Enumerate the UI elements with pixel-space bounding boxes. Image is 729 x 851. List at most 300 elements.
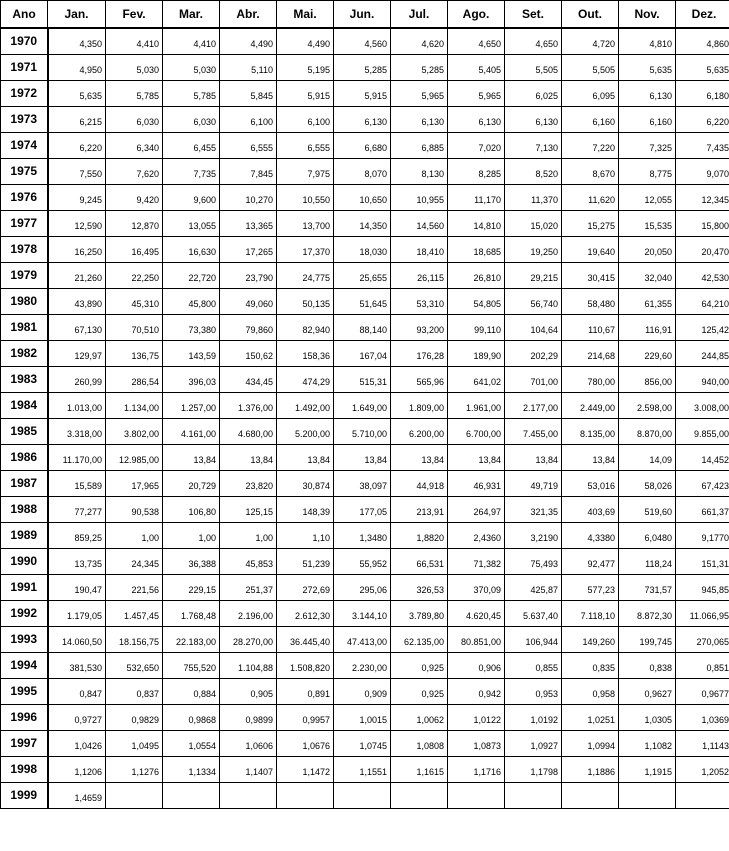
value-cell: 6,555 [220,132,277,158]
value-cell: 4.680,00 [220,418,277,444]
value-cell: 6.700,00 [448,418,505,444]
value-cell: 1,8820 [391,522,448,548]
value-cell: 13,365 [220,210,277,236]
value-cell: 43,890 [48,288,106,314]
value-cell: 6,030 [163,106,220,132]
value-cell [448,782,505,808]
value-cell: 9,070 [676,158,729,184]
value-cell: 7,735 [163,158,220,184]
value-cell: 7,845 [220,158,277,184]
value-cell: 36.445,40 [277,626,334,652]
value-cell: 6,215 [48,106,106,132]
table-row [1,730,729,756]
value-cell: 940,00 [676,366,729,392]
value-cell: 1.457,45 [106,600,163,626]
value-cell: 3.144,10 [334,600,391,626]
value-cell: 0,837 [106,678,163,704]
value-cell: 167,04 [334,340,391,366]
value-cell: 47.413,00 [334,626,391,652]
value-cell: 16,495 [106,236,163,262]
value-cell: 11,170 [448,184,505,210]
value-cell: 5.710,00 [334,418,391,444]
value-cell: 1,1143 [676,730,729,756]
value-cell: 0,891 [277,678,334,704]
value-cell: 1.508,820 [277,652,334,678]
value-cell: 6,160 [562,106,619,132]
value-cell: 1,00 [220,522,277,548]
table-row [1,132,729,158]
value-cell: 0,9727 [48,704,106,730]
table-row [1,522,729,548]
value-cell: 5,285 [334,54,391,80]
table-row [1,340,729,366]
value-cell: 67,130 [48,314,106,340]
value-cell: 8.135,00 [562,418,619,444]
value-cell: 0,953 [505,678,562,704]
year-cell: 1991 [1,574,48,600]
year-cell: 1970 [1,28,48,54]
value-cell: 5,635 [48,80,106,106]
value-cell: 38,097 [334,470,391,496]
value-cell: 5,785 [106,80,163,106]
value-cell: 21,260 [48,262,106,288]
value-cell: 4,410 [106,28,163,54]
value-cell: 5,845 [220,80,277,106]
value-cell: 11,620 [562,184,619,210]
value-cell: 0,909 [334,678,391,704]
value-cell: 6,340 [106,132,163,158]
value-cell: 0,9899 [220,704,277,730]
value-cell: 151,31 [676,548,729,574]
value-cell: 18,685 [448,236,505,262]
value-cell: 5,915 [277,80,334,106]
value-cell: 77,277 [48,496,106,522]
value-cell: 14,560 [391,210,448,236]
value-cell: 1.492,00 [277,392,334,418]
year-cell: 1977 [1,210,48,236]
value-cell: 13,84 [277,444,334,470]
year-cell: 1988 [1,496,48,522]
value-cell: 0,847 [48,678,106,704]
value-cell: 1,1716 [448,756,505,782]
value-cell: 6,160 [619,106,676,132]
value-cell: 0,9957 [277,704,334,730]
value-cell: 3.008,00 [676,392,729,418]
value-cell: 8.870,00 [619,418,676,444]
value-cell: 519,60 [619,496,676,522]
value-cell: 244,85 [676,340,729,366]
value-cell: 118,24 [619,548,676,574]
value-cell: 577,23 [562,574,619,600]
value-cell: 136,75 [106,340,163,366]
value-cell: 6,025 [505,80,562,106]
column-header-month: Nov. [619,1,676,29]
value-cell: 0,9868 [163,704,220,730]
value-cell: 4,650 [505,28,562,54]
value-cell: 75,493 [505,548,562,574]
value-cell: 149,260 [562,626,619,652]
value-cell: 15,800 [676,210,729,236]
value-cell: 1.179,05 [48,600,106,626]
value-cell: 66,531 [391,548,448,574]
value-cell: 1,0251 [562,704,619,730]
table-row [1,782,729,808]
value-cell: 532,650 [106,652,163,678]
value-cell: 12,055 [619,184,676,210]
value-cell: 73,380 [163,314,220,340]
value-cell: 5,030 [163,54,220,80]
table-body [1,28,729,808]
value-cell: 5,285 [391,54,448,80]
value-cell: 1,0122 [448,704,505,730]
table-row [1,392,729,418]
value-cell: 1,1472 [277,756,334,782]
value-cell: 62.135,00 [391,626,448,652]
value-cell: 20,050 [619,236,676,262]
table-row [1,548,729,574]
table-row [1,678,729,704]
value-cell: 515,31 [334,366,391,392]
value-cell: 1,1334 [163,756,220,782]
value-cell: 0,9627 [619,678,676,704]
value-cell: 6,130 [448,106,505,132]
value-cell: 150,62 [220,340,277,366]
value-cell: 1,0808 [391,730,448,756]
value-cell [676,782,729,808]
value-cell: 104,64 [505,314,562,340]
table-row [1,470,729,496]
value-cell: 13,84 [562,444,619,470]
value-cell: 50,135 [277,288,334,314]
value-cell: 9,245 [48,184,106,210]
value-cell: 1,2052 [676,756,729,782]
value-cell: 4,560 [334,28,391,54]
value-cell: 42,530 [676,262,729,288]
value-cell: 5,635 [619,54,676,80]
value-cell: 92,477 [562,548,619,574]
value-cell: 18,410 [391,236,448,262]
value-cell: 93,200 [391,314,448,340]
column-header-month: Jul. [391,1,448,29]
value-cell: 10,270 [220,184,277,210]
value-cell: 12,590 [48,210,106,236]
value-cell: 56,740 [505,288,562,314]
value-cell: 1.376,00 [220,392,277,418]
year-cell: 1995 [1,678,48,704]
value-cell: 0,9829 [106,704,163,730]
year-cell: 1994 [1,652,48,678]
value-cell: 18,030 [334,236,391,262]
value-cell: 0,855 [505,652,562,678]
value-cell: 6,680 [334,132,391,158]
value-cell: 1,0015 [334,704,391,730]
column-header-month: Set. [505,1,562,29]
table-row [1,236,729,262]
value-cell: 270,065 [676,626,729,652]
value-cell: 1,1886 [562,756,619,782]
year-cell: 1971 [1,54,48,80]
value-cell: 0,925 [391,678,448,704]
value-cell: 2.612,30 [277,600,334,626]
value-cell: 6,130 [619,80,676,106]
value-cell: 1,0369 [676,704,729,730]
value-cell: 8,520 [505,158,562,184]
table-row [1,626,729,652]
value-cell: 1,0305 [619,704,676,730]
value-cell: 6,220 [676,106,729,132]
table-header [1,1,729,29]
value-cell: 11.066,95 [676,600,729,626]
value-cell: 82,940 [277,314,334,340]
value-cell: 8,130 [391,158,448,184]
value-cell: 859,25 [48,522,106,548]
value-cell: 7,975 [277,158,334,184]
table-row [1,600,729,626]
value-cell: 15,535 [619,210,676,236]
value-cell: 1,0745 [334,730,391,756]
value-cell: 12,345 [676,184,729,210]
value-cell: 1,4659 [48,782,106,808]
value-cell: 14,09 [619,444,676,470]
table-row [1,496,729,522]
value-cell: 12.985,00 [106,444,163,470]
value-cell: 13,84 [334,444,391,470]
column-header-month: Fev. [106,1,163,29]
year-cell: 1992 [1,600,48,626]
column-header-month: Mar. [163,1,220,29]
value-cell: 7,325 [619,132,676,158]
value-cell: 129,97 [48,340,106,366]
value-cell: 945,85 [676,574,729,600]
value-cell: 1,1915 [619,756,676,782]
value-cell: 20,729 [163,470,220,496]
value-cell: 1.809,00 [391,392,448,418]
value-cell: 272,69 [277,574,334,600]
value-cell: 1,1206 [48,756,106,782]
value-cell: 1,0994 [562,730,619,756]
value-cell: 13,700 [277,210,334,236]
year-cell: 1984 [1,392,48,418]
value-cell: 28.270,00 [220,626,277,652]
value-cell: 381,530 [48,652,106,678]
year-cell: 1974 [1,132,48,158]
value-cell: 4,490 [277,28,334,54]
value-cell: 79,860 [220,314,277,340]
value-cell: 1.104,88 [220,652,277,678]
table-row [1,756,729,782]
value-cell: 12,870 [106,210,163,236]
value-cell: 16,630 [163,236,220,262]
value-cell: 30,415 [562,262,619,288]
value-cell [391,782,448,808]
value-cell: 2,4360 [448,522,505,548]
value-cell: 4.161,00 [163,418,220,444]
value-cell: 2.598,00 [619,392,676,418]
value-cell: 67,423 [676,470,729,496]
value-cell: 0,838 [619,652,676,678]
value-cell: 46,931 [448,470,505,496]
value-cell: 7,435 [676,132,729,158]
value-cell: 4,3380 [562,522,619,548]
value-cell: 4,810 [619,28,676,54]
value-cell [220,782,277,808]
value-cell: 286,54 [106,366,163,392]
value-cell: 5,505 [505,54,562,80]
value-cell: 14,350 [334,210,391,236]
value-cell [619,782,676,808]
value-cell: 29,215 [505,262,562,288]
value-cell: 1,3480 [334,522,391,548]
year-cell: 1983 [1,366,48,392]
header-row [1,1,729,29]
value-cell [163,782,220,808]
value-cell: 190,47 [48,574,106,600]
value-cell [562,782,619,808]
value-cell: 17,370 [277,236,334,262]
value-cell: 6,100 [277,106,334,132]
value-cell: 61,355 [619,288,676,314]
value-cell: 22.183,00 [163,626,220,652]
table-row [1,210,729,236]
value-cell: 1,0554 [163,730,220,756]
column-header-month: Dez. [676,1,729,29]
value-cell: 5,635 [676,54,729,80]
value-cell: 1,0676 [277,730,334,756]
value-cell: 16,250 [48,236,106,262]
value-cell: 13,84 [448,444,505,470]
value-cell: 6,095 [562,80,619,106]
value-cell: 53,016 [562,470,619,496]
value-cell: 780,00 [562,366,619,392]
value-cell: 5,405 [448,54,505,80]
value-cell: 36,388 [163,548,220,574]
year-cell: 1980 [1,288,48,314]
value-cell: 1.649,00 [334,392,391,418]
value-cell: 90,538 [106,496,163,522]
year-cell: 1982 [1,340,48,366]
value-cell: 71,382 [448,548,505,574]
value-cell: 474,29 [277,366,334,392]
value-cell: 13,84 [220,444,277,470]
table-row [1,704,729,730]
value-cell: 10,955 [391,184,448,210]
value-cell: 7,020 [448,132,505,158]
value-cell: 1,00 [163,522,220,548]
value-cell: 1.961,00 [448,392,505,418]
year-cell: 1978 [1,236,48,262]
value-cell: 5,110 [220,54,277,80]
value-cell: 15,589 [48,470,106,496]
value-cell: 70,510 [106,314,163,340]
table-row [1,444,729,470]
column-header-month: Jun. [334,1,391,29]
value-cell: 403,69 [562,496,619,522]
value-cell: 7,220 [562,132,619,158]
value-cell: 1,0927 [505,730,562,756]
year-cell: 1985 [1,418,48,444]
value-cell: 4.620,45 [448,600,505,626]
value-cell: 6,555 [277,132,334,158]
value-cell: 1,0192 [505,704,562,730]
value-cell: 3,2190 [505,522,562,548]
value-cell: 49,060 [220,288,277,314]
year-cell: 1987 [1,470,48,496]
value-cell: 434,45 [220,366,277,392]
value-cell: 177,05 [334,496,391,522]
value-cell: 58,026 [619,470,676,496]
value-cell: 14,810 [448,210,505,236]
value-cell: 2.230,00 [334,652,391,678]
value-cell [106,782,163,808]
value-cell: 19,640 [562,236,619,262]
value-cell: 251,37 [220,574,277,600]
value-cell: 2.449,00 [562,392,619,418]
value-cell: 125,42 [676,314,729,340]
value-cell: 143,59 [163,340,220,366]
value-cell: 15,275 [562,210,619,236]
value-cell: 5,505 [562,54,619,80]
value-cell: 8,775 [619,158,676,184]
value-cell: 5,915 [334,80,391,106]
value-cell: 6,130 [334,106,391,132]
table-row [1,28,729,54]
value-cell: 51,239 [277,548,334,574]
value-cell: 4,650 [448,28,505,54]
value-cell: 7.118,10 [562,600,619,626]
value-cell: 0,905 [220,678,277,704]
value-cell: 54,805 [448,288,505,314]
value-cell: 23,820 [220,470,277,496]
value-cell: 24,345 [106,548,163,574]
value-cell: 189,90 [448,340,505,366]
table-row [1,652,729,678]
value-cell: 10,650 [334,184,391,210]
value-cell: 1.257,00 [163,392,220,418]
value-cell: 13,055 [163,210,220,236]
value-cell: 661,37 [676,496,729,522]
value-cell: 4,350 [48,28,106,54]
value-cell: 202,29 [505,340,562,366]
value-cell: 88,140 [334,314,391,340]
table-row [1,418,729,444]
value-cell: 5,195 [277,54,334,80]
value-cell: 4,720 [562,28,619,54]
value-cell: 64,210 [676,288,729,314]
year-cell: 1989 [1,522,48,548]
value-cell: 7,620 [106,158,163,184]
value-cell: 326,53 [391,574,448,600]
value-cell: 6,220 [48,132,106,158]
year-cell: 1996 [1,704,48,730]
value-cell: 1,1615 [391,756,448,782]
table-row [1,106,729,132]
table-row [1,314,729,340]
year-cell: 1981 [1,314,48,340]
year-cell: 1975 [1,158,48,184]
value-cell: 18.156,75 [106,626,163,652]
year-cell: 1972 [1,80,48,106]
value-cell: 25,655 [334,262,391,288]
year-cell: 1979 [1,262,48,288]
value-cell: 6.200,00 [391,418,448,444]
year-cell: 1976 [1,184,48,210]
value-cell: 8,070 [334,158,391,184]
value-cell: 106,80 [163,496,220,522]
value-cell: 45,800 [163,288,220,314]
value-cell: 99,110 [448,314,505,340]
value-cell: 22,250 [106,262,163,288]
value-cell: 5.637,40 [505,600,562,626]
